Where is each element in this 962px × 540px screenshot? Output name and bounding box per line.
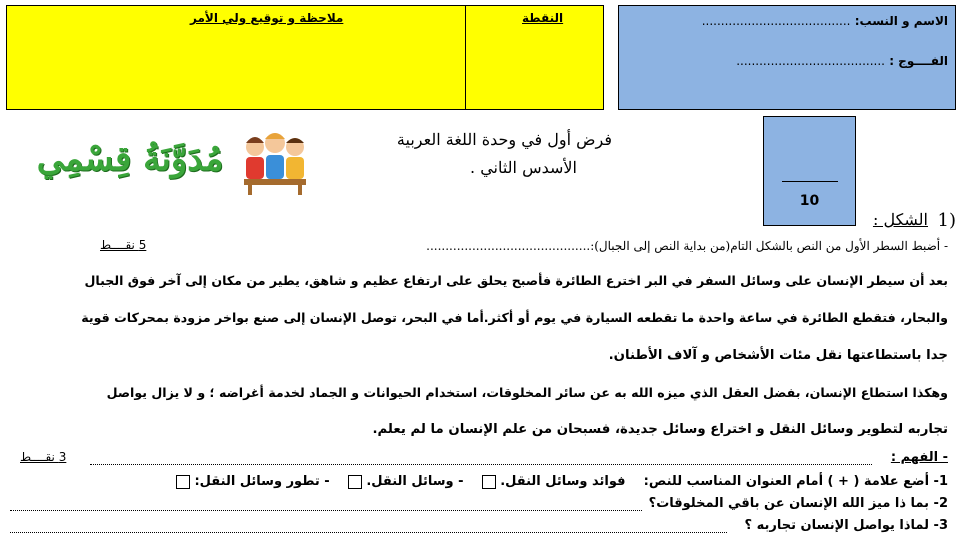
option-benefits-label: فوائد وسائل النقل. (500, 474, 626, 489)
group-field[interactable] (736, 54, 948, 68)
section2-heading-dots (90, 464, 872, 465)
grade-line (782, 181, 838, 182)
score-label: النقطة (522, 11, 564, 25)
option-benefits-checkbox[interactable] (482, 475, 496, 489)
section1-instruction-dots: ........................................... (426, 239, 591, 253)
passage-line-1: بعد أن سيطر الإنسان على وسائل السفر في البر اخترع الطائرة فأصبح يحلق على ارتفاع عظيم و شاهق، يطير من مكان إلى آخر فوق الجبال (84, 273, 948, 288)
section1-instruction-text: - أضبط السطر الأول من النص بالشكل التام(من بداية النص إلى الجبال): (590, 239, 948, 253)
blog-logo-text: مُدَوَّنَةُ قِسْمِي (36, 139, 224, 179)
section1-number: 1) (937, 210, 956, 231)
question-2: 2- بما ذا ميز الله الإنسان عن باقي المخلوقات؟ (648, 496, 948, 511)
section2-heading: - الفهم : (890, 450, 948, 465)
blog-logo (20, 125, 295, 200)
name-label: الاسم و النسب: (854, 14, 948, 28)
exam-title-line1: فرض أول في وحدة اللغة العربية (396, 130, 612, 149)
passage-line-2: والبحار، فتقطع الطائرة في ساعة واحدة ما تقطعه السيارة في يوم أو أكثر.أما في البحر، توصل الإنسان إلى صنع بواخر مزودة بمحركات قوية (81, 310, 948, 325)
answer-2-line[interactable] (10, 510, 642, 511)
group-dots: ....................................... (736, 54, 885, 68)
grade-box (763, 116, 856, 226)
option-means-label: - وسائل النقل. (366, 474, 464, 489)
name-field[interactable] (702, 14, 948, 28)
question-3: 3- لماذا يواصل الإنسان تجاربه ؟ (744, 518, 948, 533)
option-evolution (176, 474, 330, 489)
option-evolution-label: - تطور وسائل النقل: (194, 474, 330, 489)
section1-instruction (426, 239, 948, 253)
option-evolution-checkbox[interactable] (176, 475, 190, 489)
exam-title-line2: الأسدس الثاني . (470, 158, 577, 177)
passage-line-4: وهكذا استطاع الإنسان، بفضل العقل الذي ميزه الله به عن سائر المخلوقات، استخدام الحيوانات و الجماد لخدمة أغراضه ؛ و لا يزال يواصل (106, 385, 948, 400)
passage-line-3: جدا باستطاعتها نقل مئات الأشخاص و آلاف الأطنان. (608, 348, 948, 363)
answer-3-line[interactable] (10, 532, 727, 533)
name-dots: ....................................... (701, 14, 851, 28)
passage-line-5: تجاربه لتطوير وسائل النقل و اختراع وسائل جديدة، فسبحان من علم الإنسان ما لم يعلم. (372, 422, 948, 437)
parent-note-label: ملاحظة و توقيع ولي الأمر (190, 11, 344, 25)
children-illustration (240, 127, 310, 197)
section1-points: 5 نقــــط (100, 238, 147, 252)
section2-points: 3 نقــــط (20, 450, 67, 464)
question-1 (176, 474, 948, 489)
option-means-checkbox[interactable] (348, 475, 362, 489)
group-label: الفــــوج : (889, 54, 948, 68)
section1-heading: الشكل : (872, 210, 928, 229)
option-means (348, 474, 464, 489)
question-1-text: 1- أضع علامة ( + ) أمام العنوان المناسب للنص: (643, 474, 948, 489)
grade-value: 10 (799, 193, 820, 209)
option-benefits (482, 474, 626, 489)
